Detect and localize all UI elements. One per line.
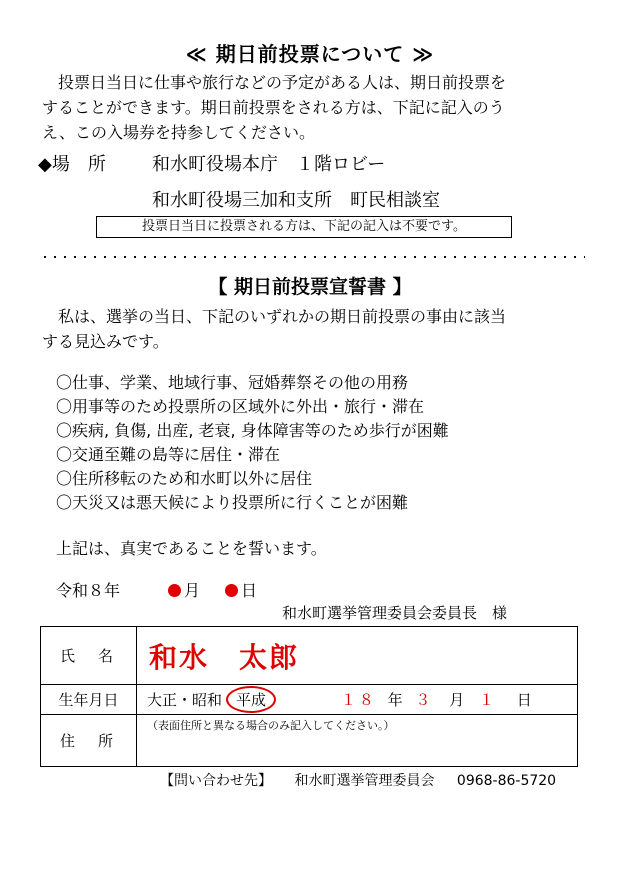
notice-body-line-3: え、この入場券を持参してください。 (42, 123, 315, 142)
cut-line-divider (40, 256, 585, 258)
month-marker-icon (168, 584, 181, 597)
birthdate-label: 生年月日 (41, 685, 137, 715)
reason-travel[interactable]: 〇用事等のため投票所の区域外に外出・旅行・滞在 (56, 397, 425, 416)
birth-day: １ (479, 691, 495, 709)
inquiry-phone: 0968-86-5720 (456, 773, 557, 789)
place-branch-office: 和水町役場三加和支所 町民相談室 (152, 190, 440, 211)
address-label: 住 所 (41, 715, 137, 767)
reason-relocated[interactable]: 〇住所移転のため和水町以外に居住 (56, 469, 313, 488)
notice-title: ≪ 期日前投票について ≫ (185, 42, 435, 66)
day-marker-icon (225, 584, 238, 597)
oath-form-table (40, 626, 578, 767)
oath-intro-line-2: する見込みです。 (42, 332, 169, 351)
addressee: 和水町選挙管理委員会委員長 様 (282, 604, 508, 622)
birthdate-field[interactable] (137, 685, 578, 715)
oath-intro-line-1: 私は、選挙の当日、下記のいずれかの期日前投票の事由に該当 (58, 307, 507, 326)
date-era: 令和８年 (56, 581, 121, 600)
birth-era-selected[interactable]: 平成 (226, 686, 276, 713)
no-entry-needed-note: 投票日当日に投票される方は、下記の記入は不要です。 (96, 216, 512, 238)
place-label: ◆場 所 (38, 154, 106, 175)
birth-year-label: 年 (387, 691, 403, 709)
notice-body-line-1: 投票日当日に仕事や旅行などの予定がある人は、期日前投票を (58, 73, 507, 92)
day-label: 日 (241, 581, 258, 600)
birth-era-options[interactable]: 大正・昭和 (147, 691, 223, 709)
notice-body-line-2: することができます。期日前投票をされる方は、下記に記入のう (42, 98, 505, 117)
birth-month: ３ (415, 691, 431, 709)
address-note: （表面住所と異なる場合のみ記入してください。） (147, 719, 395, 732)
declaration-text: 上記は、真実であることを誓います。 (56, 539, 327, 558)
inquiry-footer (160, 770, 556, 790)
reason-remote-island[interactable]: 〇交通至難の島等に居住・滞在 (56, 445, 281, 464)
month-label: 月 (184, 581, 201, 600)
reason-weather[interactable]: 〇天災又は悪天候により投票所に行くことが困難 (56, 493, 409, 512)
birth-day-label: 日 (516, 691, 532, 709)
place-main-office: 和水町役場本庁 １階ロビー (152, 154, 386, 175)
birth-month-label: 月 (449, 691, 465, 709)
name-label: 氏 名 (41, 627, 137, 685)
address-field[interactable] (137, 715, 578, 767)
reason-illness[interactable]: 〇疾病, 負傷, 出産, 老衰, 身体障害等のため歩行が困難 (56, 421, 449, 440)
date-month-field[interactable] (168, 578, 200, 603)
birth-year: １８ (340, 691, 377, 709)
oath-title: 【 期日前投票宣誓書 】 (208, 276, 412, 298)
reason-work[interactable]: 〇仕事、学業、地域行事、冠婚葬祭その他の用務 (56, 373, 409, 392)
inquiry-office: 和水町選挙管理委員会 (294, 773, 435, 789)
inquiry-label: 【問い合わせ先】 (160, 773, 272, 789)
date-day-field[interactable] (225, 578, 257, 603)
name-field[interactable]: 和水 太郎 (137, 627, 578, 685)
